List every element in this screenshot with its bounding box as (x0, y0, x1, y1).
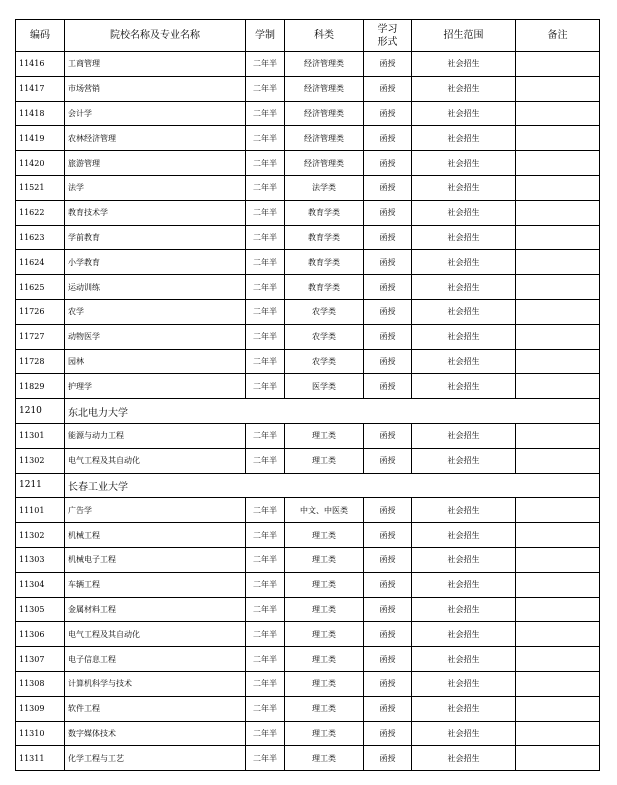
cell-category: 经济管理类 (285, 76, 364, 101)
cell-scope: 社会招生 (412, 101, 516, 126)
cell-form: 函授 (364, 275, 412, 300)
cell-category: 理工类 (285, 696, 364, 721)
table-row (16, 423, 600, 448)
cell-category: 中文、中医类 (285, 498, 364, 523)
cell-scope: 社会招生 (412, 597, 516, 622)
cell-category: 理工类 (285, 523, 364, 548)
cell-note (516, 523, 600, 548)
cell-category: 教育学类 (285, 250, 364, 275)
cell-major-name: 护理学 (65, 374, 246, 399)
table-row (16, 696, 600, 721)
cell-major-name: 机械工程 (65, 523, 246, 548)
cell-length: 二年半 (246, 547, 285, 572)
cell-note (516, 52, 600, 77)
cell-scope: 社会招生 (412, 324, 516, 349)
cell-form: 函授 (364, 299, 412, 324)
cell-length: 二年半 (246, 572, 285, 597)
cell-note (516, 299, 600, 324)
cell-category: 教育学类 (285, 225, 364, 250)
table-header-row (16, 20, 600, 52)
cell-code: 11419 (16, 126, 65, 151)
table-row (16, 374, 600, 399)
cell-form: 函授 (364, 498, 412, 523)
cell-form: 函授 (364, 200, 412, 225)
cell-scope: 社会招生 (412, 671, 516, 696)
cell-scope: 社会招生 (412, 746, 516, 771)
institution-code: 1210 (16, 399, 65, 424)
cell-code: 11306 (16, 622, 65, 647)
cell-length: 二年半 (246, 523, 285, 548)
cell-code: 11625 (16, 275, 65, 300)
cell-code: 11521 (16, 175, 65, 200)
cell-length: 二年半 (246, 423, 285, 448)
cell-scope: 社会招生 (412, 126, 516, 151)
cell-note (516, 151, 600, 176)
cell-note (516, 275, 600, 300)
cell-major-name: 市场营销 (65, 76, 246, 101)
table-row (16, 126, 600, 151)
cell-form: 函授 (364, 547, 412, 572)
cell-note (516, 622, 600, 647)
cell-form: 函授 (364, 423, 412, 448)
header-form (364, 20, 412, 52)
cell-length: 二年半 (246, 52, 285, 77)
cell-scope: 社会招生 (412, 423, 516, 448)
table-row (16, 200, 600, 225)
cell-form: 函授 (364, 523, 412, 548)
cell-scope: 社会招生 (412, 696, 516, 721)
cell-code: 11301 (16, 423, 65, 448)
cell-scope: 社会招生 (412, 275, 516, 300)
cell-scope: 社会招生 (412, 647, 516, 672)
cell-form: 函授 (364, 126, 412, 151)
cell-note (516, 671, 600, 696)
cell-scope: 社会招生 (412, 572, 516, 597)
cell-note (516, 225, 600, 250)
cell-scope: 社会招生 (412, 547, 516, 572)
institution-row (16, 399, 600, 424)
cell-category: 经济管理类 (285, 52, 364, 77)
cell-length: 二年半 (246, 275, 285, 300)
table-row (16, 76, 600, 101)
cell-scope: 社会招生 (412, 250, 516, 275)
cell-code: 11309 (16, 696, 65, 721)
cell-note (516, 76, 600, 101)
cell-code: 11311 (16, 746, 65, 771)
cell-note (516, 423, 600, 448)
cell-major-name: 软件工程 (65, 696, 246, 721)
cell-form: 函授 (364, 52, 412, 77)
table-row (16, 175, 600, 200)
cell-code: 11305 (16, 597, 65, 622)
cell-length: 二年半 (246, 151, 285, 176)
cell-form: 函授 (364, 696, 412, 721)
table-row (16, 151, 600, 176)
cell-major-name: 教育技术学 (65, 200, 246, 225)
header-length: 学制 (246, 20, 285, 52)
cell-length: 二年半 (246, 299, 285, 324)
cell-length: 二年半 (246, 76, 285, 101)
cell-form: 函授 (364, 101, 412, 126)
cell-length: 二年半 (246, 622, 285, 647)
cell-form: 函授 (364, 597, 412, 622)
cell-length: 二年半 (246, 250, 285, 275)
cell-length: 二年半 (246, 448, 285, 473)
table-row (16, 523, 600, 548)
cell-category: 理工类 (285, 448, 364, 473)
cell-major-name: 园林 (65, 349, 246, 374)
cell-scope: 社会招生 (412, 76, 516, 101)
cell-scope: 社会招生 (412, 448, 516, 473)
cell-form: 函授 (364, 349, 412, 374)
header-code: 编码 (16, 20, 65, 52)
cell-form: 函授 (364, 151, 412, 176)
cell-code: 11310 (16, 721, 65, 746)
cell-note (516, 647, 600, 672)
cell-scope: 社会招生 (412, 52, 516, 77)
cell-major-name: 电子信息工程 (65, 647, 246, 672)
cell-form: 函授 (364, 622, 412, 647)
cell-category: 医学类 (285, 374, 364, 399)
cell-note (516, 721, 600, 746)
cell-category: 法学类 (285, 175, 364, 200)
table-row (16, 721, 600, 746)
cell-note (516, 448, 600, 473)
cell-scope: 社会招生 (412, 175, 516, 200)
cell-major-name: 电气工程及其自动化 (65, 448, 246, 473)
cell-major-name: 旅游管理 (65, 151, 246, 176)
cell-form: 函授 (364, 324, 412, 349)
cell-major-name: 农林经济管理 (65, 126, 246, 151)
cell-code: 11101 (16, 498, 65, 523)
cell-category: 农学类 (285, 349, 364, 374)
cell-code: 11728 (16, 349, 65, 374)
cell-major-name: 金属材料工程 (65, 597, 246, 622)
cell-category: 教育学类 (285, 200, 364, 225)
header-name: 院校名称及专业名称 (65, 20, 246, 52)
cell-category: 理工类 (285, 671, 364, 696)
cell-code: 11829 (16, 374, 65, 399)
cell-major-name: 学前教育 (65, 225, 246, 250)
cell-note (516, 250, 600, 275)
cell-major-name: 化学工程与工艺 (65, 746, 246, 771)
cell-length: 二年半 (246, 349, 285, 374)
document-page (15, 19, 600, 771)
cell-category: 理工类 (285, 547, 364, 572)
table-row (16, 349, 600, 374)
table-row (16, 647, 600, 672)
cell-note (516, 349, 600, 374)
cell-note (516, 175, 600, 200)
cell-major-name: 计算机科学与技术 (65, 671, 246, 696)
cell-category: 经济管理类 (285, 126, 364, 151)
cell-length: 二年半 (246, 721, 285, 746)
institution-name: 长春工业大学 (65, 473, 600, 498)
cell-code: 11417 (16, 76, 65, 101)
cell-form: 函授 (364, 250, 412, 275)
cell-scope: 社会招生 (412, 523, 516, 548)
cell-major-name: 法学 (65, 175, 246, 200)
cell-note (516, 101, 600, 126)
cell-form: 函授 (364, 572, 412, 597)
cell-code: 11726 (16, 299, 65, 324)
cell-major-name: 运动训练 (65, 275, 246, 300)
cell-major-name: 车辆工程 (65, 572, 246, 597)
table-row (16, 572, 600, 597)
cell-note (516, 126, 600, 151)
cell-scope: 社会招生 (412, 200, 516, 225)
cell-scope: 社会招生 (412, 151, 516, 176)
cell-note (516, 324, 600, 349)
cell-scope: 社会招生 (412, 498, 516, 523)
cell-code: 11304 (16, 572, 65, 597)
header-scope: 招生范围 (412, 20, 516, 52)
cell-category: 农学类 (285, 324, 364, 349)
cell-major-name: 机械电子工程 (65, 547, 246, 572)
cell-note (516, 200, 600, 225)
table-row (16, 622, 600, 647)
cell-note (516, 696, 600, 721)
cell-form: 函授 (364, 671, 412, 696)
cell-length: 二年半 (246, 200, 285, 225)
header-form-line1: 学习 (377, 23, 398, 35)
cell-scope: 社会招生 (412, 349, 516, 374)
cell-category: 经济管理类 (285, 151, 364, 176)
cell-scope: 社会招生 (412, 721, 516, 746)
table-row (16, 547, 600, 572)
table-row (16, 597, 600, 622)
table-row (16, 299, 600, 324)
cell-form: 函授 (364, 448, 412, 473)
cell-code: 11624 (16, 250, 65, 275)
header-category: 科类 (285, 20, 364, 52)
cell-category: 理工类 (285, 721, 364, 746)
cell-major-name: 能源与动力工程 (65, 423, 246, 448)
table-body (16, 52, 600, 771)
cell-length: 二年半 (246, 126, 285, 151)
cell-length: 二年半 (246, 498, 285, 523)
cell-form: 函授 (364, 175, 412, 200)
institution-code: 1211 (16, 473, 65, 498)
cell-length: 二年半 (246, 647, 285, 672)
cell-category: 理工类 (285, 572, 364, 597)
table-row (16, 324, 600, 349)
cell-major-name: 小学教育 (65, 250, 246, 275)
table-row (16, 250, 600, 275)
institution-name: 东北电力大学 (65, 399, 600, 424)
cell-note (516, 597, 600, 622)
institution-row (16, 473, 600, 498)
table-row (16, 275, 600, 300)
cell-form: 函授 (364, 746, 412, 771)
table-row (16, 225, 600, 250)
cell-category: 理工类 (285, 597, 364, 622)
cell-code: 11623 (16, 225, 65, 250)
cell-length: 二年半 (246, 225, 285, 250)
cell-form: 函授 (364, 721, 412, 746)
table-row (16, 498, 600, 523)
cell-category: 教育学类 (285, 275, 364, 300)
table-row (16, 448, 600, 473)
cell-form: 函授 (364, 374, 412, 399)
cell-scope: 社会招生 (412, 299, 516, 324)
cell-code: 11622 (16, 200, 65, 225)
cell-form: 函授 (364, 225, 412, 250)
cell-code: 11308 (16, 671, 65, 696)
cell-length: 二年半 (246, 696, 285, 721)
header-note: 备注 (516, 20, 600, 52)
table-row (16, 52, 600, 77)
cell-code: 11307 (16, 647, 65, 672)
cell-code: 11302 (16, 448, 65, 473)
cell-major-name: 电气工程及其自动化 (65, 622, 246, 647)
enrollment-table (15, 19, 600, 771)
cell-category: 理工类 (285, 647, 364, 672)
cell-form: 函授 (364, 647, 412, 672)
cell-note (516, 572, 600, 597)
cell-length: 二年半 (246, 101, 285, 126)
cell-code: 11727 (16, 324, 65, 349)
table-row (16, 746, 600, 771)
cell-form: 函授 (364, 76, 412, 101)
cell-category: 经济管理类 (285, 101, 364, 126)
cell-code: 11302 (16, 523, 65, 548)
cell-note (516, 746, 600, 771)
cell-code: 11420 (16, 151, 65, 176)
cell-length: 二年半 (246, 374, 285, 399)
cell-length: 二年半 (246, 671, 285, 696)
cell-category: 理工类 (285, 423, 364, 448)
cell-major-name: 会计学 (65, 101, 246, 126)
table-row (16, 101, 600, 126)
cell-major-name: 数字媒体技术 (65, 721, 246, 746)
table-row (16, 671, 600, 696)
cell-scope: 社会招生 (412, 374, 516, 399)
cell-length: 二年半 (246, 324, 285, 349)
cell-major-name: 动物医学 (65, 324, 246, 349)
cell-category: 农学类 (285, 299, 364, 324)
cell-length: 二年半 (246, 746, 285, 771)
header-form-line2: 形式 (377, 36, 398, 48)
cell-scope: 社会招生 (412, 225, 516, 250)
cell-category: 理工类 (285, 746, 364, 771)
cell-note (516, 374, 600, 399)
cell-code: 11416 (16, 52, 65, 77)
cell-note (516, 547, 600, 572)
cell-category: 理工类 (285, 622, 364, 647)
cell-scope: 社会招生 (412, 622, 516, 647)
cell-major-name: 工商管理 (65, 52, 246, 77)
cell-code: 11418 (16, 101, 65, 126)
cell-length: 二年半 (246, 175, 285, 200)
cell-note (516, 498, 600, 523)
cell-major-name: 广告学 (65, 498, 246, 523)
cell-major-name: 农学 (65, 299, 246, 324)
cell-length: 二年半 (246, 597, 285, 622)
cell-code: 11303 (16, 547, 65, 572)
